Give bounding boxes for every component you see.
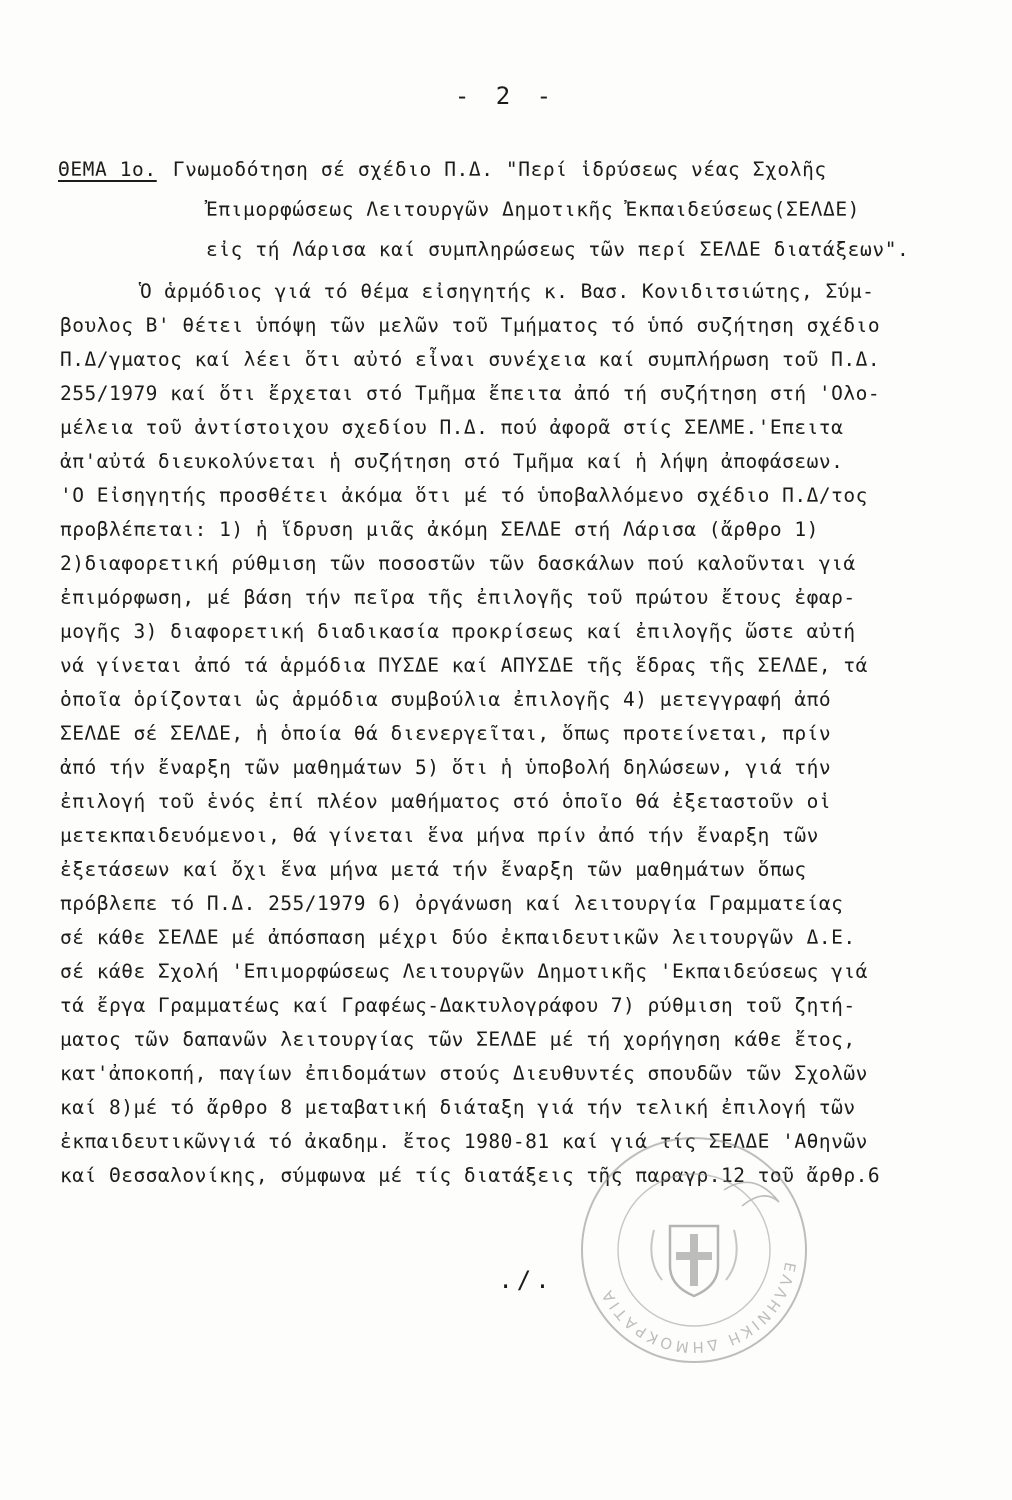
body-line: 2)διαφορετική ρύθμιση τῶν ποσοστῶν τῶν δασκάλων πού καλοῦνται γιά (60, 552, 856, 575)
body-line: ἐπιλογή τοῦ ἑνός ἐπί πλέον μαθήματος στό ὁποῖο θά ἐξεταστοῦν οἱ (60, 790, 832, 813)
body-line: ἐκπαιδευτικῶνγιά τό ἀκαδημ. ἔτος 1980-81 καί γιά τίς ΣΕΛΔΕ 'Αθηνῶν (60, 1130, 868, 1153)
body-line: τά ἔργα Γραμματέως καί Γραφέως-Δακτυλογράφου 7) ρύθμιση τοῦ ζητή- (60, 994, 856, 1017)
body-line: βουλος Β' θέτει ὑπόψη τῶν μελῶν τοῦ Τμήματος τό ὑπό συζήτηση σχέδιο (60, 314, 881, 337)
body-line: σέ κάθε ΣΕΛΔΕ μέ ἀπόσπαση μέχρι δύο ἐκπαιδευτικῶν λειτουργῶν Δ.Ε. (60, 926, 856, 949)
body-line: ἀπ'αὐτά διευκολύνεται ἡ συζήτηση στό Τμῆμα καί ἡ λήψη ἀποφάσεων. (60, 450, 844, 473)
body-line: 255/1979 καί ὅτι ἔρχεται στό Τμῆμα ἔπειτα ἀπό τή συζήτηση στή 'Ολο- (60, 382, 881, 405)
body-line: Π.Δ/γματος καί λέει ὅτι αὐτό εἶναι συνέχεια καί συμπλήρωση τοῦ Π.Δ. (60, 348, 881, 371)
body-line: κατ'ἀποκοπή, παγίων ἐπιδομάτων στούς Διευθυντές σπουδῶν τῶν Σχολῶν (60, 1062, 868, 1085)
topic-line-2: Ἐπιμορφώσεως Λειτουργῶν Δημοτικῆς Ἐκπαιδεύσεως(ΣΕΛΔΕ) (206, 198, 861, 221)
body-line: προβλέπεται: 1) ἡ ἵδρυση μιᾶς ἀκόμη ΣΕΛΔΕ στή Λάρισα (ἄρθρο 1) (60, 518, 819, 541)
body-line: μέλεια τοῦ ἀντίστοιχου σχεδίου Π.Δ. πού ἀφορᾶ στίς ΣΕΛΜΕ.'Επειτα (60, 416, 844, 439)
official-seal-stamp (574, 1130, 814, 1370)
body-line: ἐπιμόρφωση, μέ βάση τήν πεῖρα τῆς ἐπιλογῆς τοῦ πρώτου ἔτους ἐφαρ- (60, 586, 856, 609)
body-line: ἐξετάσεων καί ὄχι ἕνα μήνα μετά τήν ἔναρξη τῶν μαθημάτων ὅπως (60, 858, 807, 881)
topic-line-1 (58, 158, 827, 181)
body-line: ματος τῶν δαπανῶν λειτουργίας τῶν ΣΕΛΔΕ μέ τή χορήγηση κάθε ἔτος, (60, 1028, 856, 1051)
body-line: ὁποῖα ὁρίζονται ὡς ἁρμόδια συμβούλια ἐπιλογῆς 4) μετεγγραφή ἀπό (60, 688, 832, 711)
body-line: καί 8)μέ τό ἄρθρο 8 μεταβατική διάταξη γιά τήν τελική ἐπιλογή τῶν (60, 1096, 856, 1119)
body-line: Ὁ ἁρμόδιος γιά τό θέμα εἰσηγητής κ. Βασ. Κονιδιτσιώτης, Σύμ- (140, 280, 875, 303)
body-line: ΣΕΛΔΕ σέ ΣΕΛΔΕ, ἡ ὁποία θά διενεργεῖται, ὅπως προτείνεται, πρίν (60, 722, 832, 745)
topic-text-1: Γνωμοδότηση σέ σχέδιο Π.Δ. "Περί ἱδρύσεως νέας Σχολῆς (172, 158, 827, 181)
seal-ring-text: ΕΛΛΗΝΙΚΗ ΔΗΜΟΚΡΑΤΙΑ (597, 1260, 800, 1357)
body-line: σέ κάθε Σχολή 'Επιμορφώσεως Λειτουργῶν Δημοτικῆς 'Εκπαιδεύσεως γιά (60, 960, 868, 983)
topic-label: ΘΕΜΑ 1ο. (58, 158, 157, 181)
body-line: νά γίνεται ἀπό τά ἁρμόδια ΠΥΣΔΕ καί ΑΠΥΣΔΕ τῆς ἕδρας τῆς ΣΕΛΔΕ, τά (60, 654, 868, 677)
body-line: μετεκπαιδευόμενοι, θά γίνεται ἕνα μήνα πρίν ἀπό τήν ἔναρξη τῶν (60, 824, 819, 847)
body-line: καί Θεσσαλονίκης, σύμφωνα μέ τίς διατάξεις τῆς παραγρ.12 τοῦ ἄρθρ.6 (60, 1164, 881, 1187)
body-line: ἀπό τήν ἔναρξη τῶν μαθημάτων 5) ὅτι ἡ ὑποβολή δηλώσεων, γιά τήν (60, 756, 832, 779)
body-line: 'Ο Εἰσηγητής προσθέτει ἀκόμα ὅτι μέ τό ὑποβαλλόμενο σχέδιο Π.Δ/τος (60, 484, 868, 507)
body-line: μογῆς 3) διαφορετική διαδικασία προκρίσεως καί ἐπιλογῆς ὥστε αὐτή (60, 620, 856, 643)
body-line: πρόβλεπε τό Π.Δ. 255/1979 6) ὀργάνωση καί λειτουργία Γραμματείας (60, 892, 844, 915)
page-number: - 2 - (454, 82, 558, 110)
continuation-mark: ./. (498, 1266, 554, 1294)
signature-scribble (724, 1182, 779, 1206)
topic-line-3: εἰς τή Λάρισα καί συμπληρώσεως τῶν περί ΣΕΛΔΕ διατάξεων". (206, 238, 910, 261)
